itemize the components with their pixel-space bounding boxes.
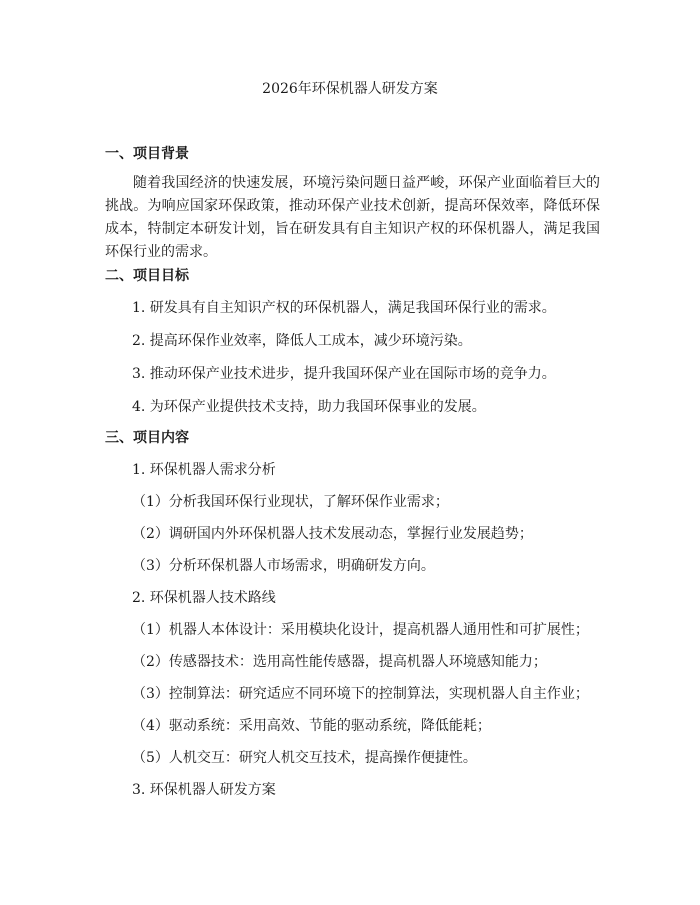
content-sub1-item-2: （2）调研国内外环保机器人技术发展动态，掌握行业发展趋势； bbox=[132, 526, 533, 542]
section-heading-goals: 二、项目目标 bbox=[105, 268, 189, 284]
content-sub1-item-3: （3）分析环保机器人市场需求，明确研发方向。 bbox=[132, 558, 435, 574]
content-sub1-title: 1. 环保机器人需求分析 bbox=[132, 462, 276, 478]
content-sub2-item-3: （3）控制算法：研究适应不同环境下的控制算法，实现机器人自主作业； bbox=[132, 686, 589, 702]
goal-item-4: 4. 为环保产业提供技术支持，助力我国环保事业的发展。 bbox=[132, 399, 486, 415]
content-sub2-item-1: （1）机器人本体设计：采用模块化设计，提高机器人通用性和可扩展性； bbox=[132, 622, 589, 638]
content-sub2-title: 2. 环保机器人技术路线 bbox=[132, 590, 276, 606]
section-heading-background: 一、项目背景 bbox=[105, 146, 189, 162]
goal-item-3: 3. 推动环保产业技术进步，提升我国环保产业在国际市场的竞争力。 bbox=[132, 366, 556, 382]
section-heading-content: 三、项目内容 bbox=[105, 430, 189, 446]
content-sub1-item-1: （1）分析我国环保行业现状，了解环保作业需求； bbox=[132, 494, 449, 510]
content-sub2-item-5: （5）人机交互：研究人机交互技术，提高操作便捷性。 bbox=[132, 750, 477, 766]
document-title: 2026年环保机器人研发方案 bbox=[262, 81, 438, 97]
content-sub2-item-4: （4）驱动系统：采用高效、节能的驱动系统，降低能耗； bbox=[132, 718, 491, 734]
goal-item-1: 1. 研发具有自主知识产权的环保机器人，满足我国环保行业的需求。 bbox=[132, 300, 556, 316]
background-paragraph: 随着我国经济的快速发展，环境污染问题日益严峻，环保产业面临着巨大的挑战。为响应国家环保政策，推动环保产业技术创新，提高环保效率，降低环保成本，特制定本研发计划，旨在研发具有自主知识产权的环保机器人，满足我国环保行业的需求。 bbox=[105, 175, 600, 260]
content-sub2-item-2: （2）传感器技术：选用高性能传感器，提高机器人环境感知能力； bbox=[132, 654, 547, 670]
goal-item-2: 2. 提高环保作业效率，降低人工成本，减少环境污染。 bbox=[132, 333, 472, 349]
content-sub3-title: 3. 环保机器人研发方案 bbox=[132, 782, 276, 798]
